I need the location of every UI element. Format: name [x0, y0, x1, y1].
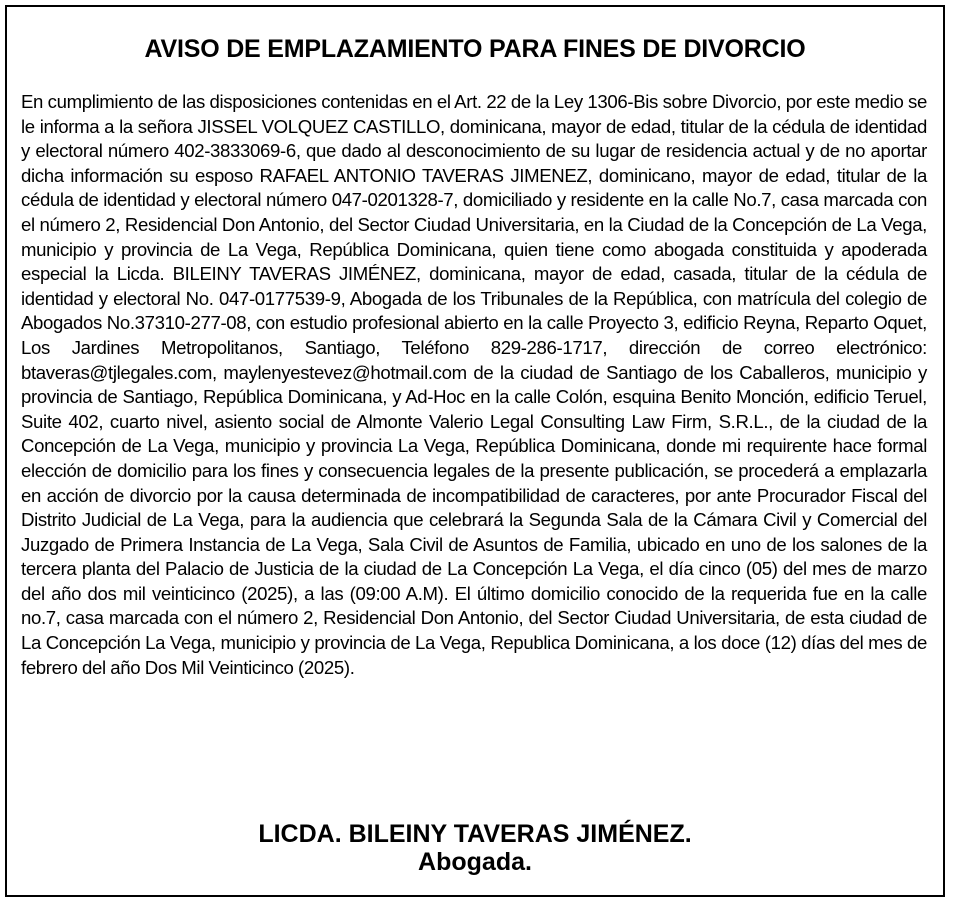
- notice-frame: [5, 5, 945, 897]
- signature-name: LICDA. BILEINY TAVERAS JIMÉNEZ.: [258, 820, 692, 848]
- notice-title: AVISO DE EMPLAZAMIENTO PARA FINES DE DIVORCIO: [144, 35, 806, 63]
- signature-role: Abogada.: [418, 848, 532, 876]
- signature-block: [7, 820, 943, 876]
- notice-body: En cumplimiento de las disposiciones contenidas en el Art. 22 de la Ley 1306-Bis sobre Divorcio, por este medio se le informa a la señora JISSEL VOLQUEZ CASTILLO, dominicana, mayor de edad, titular de la cédula de identidad y electoral número 402-3833069-6, que dado al desconocimiento de su lugar de residencia actual y de no aportar dicha información su esposo RAFAEL ANTONIO TAVERAS JIMENEZ, dominicano, mayor de edad, titular de la cédula de identidad y electoral número 047-0201328-7, domiciliado y residente en la calle No.7, casa marcada con el número 2, Residencial Don Antonio, del Sector Ciudad Universitaria, en la Ciudad de la Concepción de La Vega, municipio y provincia de La Vega, República Dominicana, quien tiene como abogada constituida y apoderada especial la Licda. BILEINY TAVERAS JIMÉNEZ, dominicana, mayor de edad, casada, titular de la cédula de identidad y electoral No. 047-0177539-9, Abogada de los Tribunales de la República, con matrícula del colegio de Abogados No.37310-277-08, con estudio profesional abierto en la calle Proyecto 3, edificio Reyna, Reparto Oquet, Los Jardines Metropolitanos, Santiago, Teléfono 829-286-1717, dirección de correo electrónico: btaveras@tjlegales.com, maylenyestevez@hotmail.com de la ciudad de Santiago de los Caballeros, municipio y provincia de Santiago, República Dominicana, y Ad-Hoc en la calle Colón, esquina Benito Monción, edificio Teruel, Suite 402, cuarto nivel, asiento social de Almonte Valerio Legal Consulting Law Firm, S.R.L., de la ciudad de la Concepción de La Vega, municipio y provincia La Vega, República Dominicana, donde mi requirente hace formal elección de domicilio para los fines y consecuencia legales de la presente publicación, se procederá a emplazarla en acción de divorcio por la causa determinada de incompatibilidad de caracteres, por ante Procurador Fiscal del Distrito Judicial de La Vega, para la audiencia que celebrará la Segunda Sala de la Cámara Civil y Comercial del Juzgado de Primera Instancia de La Vega, Sala Civil de Asuntos de Familia, ubicado en uno de los salones de la tercera planta del Palacio de Justicia de la ciudad de La Concepción La Vega, el día cinco (05) del mes de marzo del año dos mil veinticinco (2025), a las (09:00 A.M). El último domicilio conocido de la requerida fue en la calle no.7, casa marcada con el número 2, Residencial Don Antonio, del Sector Ciudad Universitaria, de esta ciudad de La Concepción La Vega, municipio y provincia de La Vega, Republica Dominicana, a los doce (12) días del mes de febrero del año Dos Mil Veinticinco (2025).: [21, 91, 927, 678]
